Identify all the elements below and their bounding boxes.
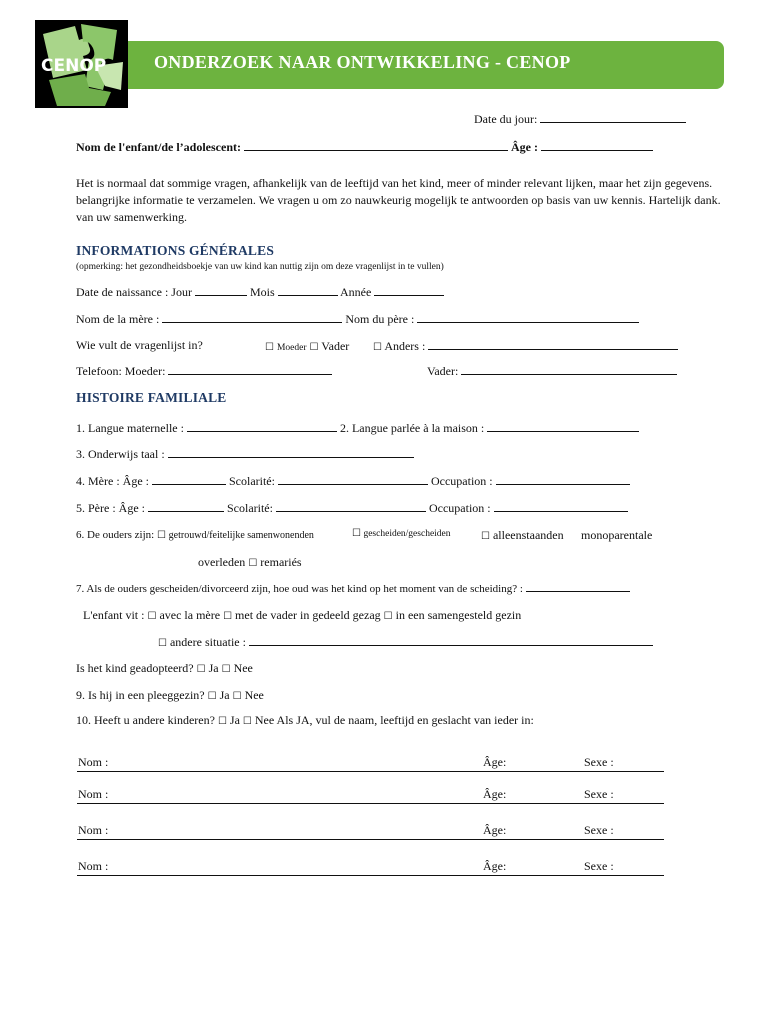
mother-name-input[interactable] [162, 312, 342, 323]
child-name-label: Nom : [78, 859, 109, 873]
checkbox-other[interactable]: ☐ [373, 342, 382, 353]
date-input[interactable] [540, 112, 686, 123]
q9-no-label: Nee [244, 688, 264, 702]
lives-with-row [83, 608, 521, 623]
q1-q2-row [76, 421, 639, 436]
other-situation-input[interactable] [249, 635, 653, 646]
q4-occupation-label: Occupation : [430, 474, 493, 488]
birth-month-label: Mois [249, 285, 275, 299]
who-fills-options [265, 339, 349, 354]
q7-label: 7. Als de ouders gescheiden/divorceerd zijn, hoe oud was het kind op het moment van de scheiding? : [76, 583, 523, 595]
checkbox-other-situation[interactable]: ☐ [158, 638, 167, 649]
option-other-label: Anders : [384, 339, 426, 353]
birth-year-input[interactable] [374, 285, 444, 296]
option-mother-label: Moeder [276, 343, 307, 353]
option-divorced-label: gescheiden/gescheiden [363, 529, 451, 539]
mother-name-label: Nom de la mère : [76, 312, 160, 326]
q9-yes-label: Ja [219, 688, 230, 702]
checkbox-remarried[interactable]: ☐ [248, 558, 258, 569]
option-married-label: getrouwd/feitelijke samenwonenden [168, 530, 314, 541]
section-general-heading: INFORMATIONS GÉNÉRALES [76, 243, 275, 258]
birth-month-input[interactable] [278, 285, 338, 296]
child-row[interactable] [77, 788, 664, 804]
checkbox-q10-no[interactable]: ☐ [242, 716, 252, 727]
child-name-label: Nom : [78, 823, 109, 837]
option-other-situation-label: andere situatie : [169, 635, 246, 649]
child-row[interactable] [77, 860, 664, 876]
child-row[interactable] [77, 756, 664, 772]
child-row-line [77, 839, 664, 840]
child-sex-label: Sexe : [584, 787, 614, 801]
q6-label: 6. De ouders zijn: [76, 529, 155, 541]
q2-label: 2. Langue parlée à la maison : [339, 421, 485, 435]
q8-yes-label: Ja [208, 661, 219, 675]
intro-paragraph: Het is normaal dat sommige vragen, afhankelijk van de leeftijd van het kind, meer of minder relevant lijken, maar het zijn gegevens. belangrijke informatie te verzamelen. We vragen u om zo nauwkeurig mogelijk te antwoorden op basis van uw kennis. Hartelijk dank. van uw samenwerking. [76, 176, 721, 224]
option-single-label: alleenstaanden [492, 528, 564, 542]
q9-row [76, 688, 264, 703]
cenop-logo [35, 20, 128, 108]
checkbox-divorced[interactable]: ☐ [352, 528, 361, 539]
q2-input[interactable] [487, 421, 639, 432]
father-name-input[interactable] [417, 312, 639, 323]
child-age-label: Âge: [483, 859, 507, 873]
birth-day-label: Date de naissance : Jour [76, 285, 192, 299]
birth-year-label: Année [340, 285, 372, 299]
logo-text: CENOP [41, 56, 107, 76]
q10-row [76, 713, 534, 728]
q5-age-input[interactable] [148, 501, 224, 512]
option-deceased-label: overleden [198, 555, 246, 569]
checkbox-single[interactable]: ☐ [481, 531, 490, 542]
checkbox-father[interactable]: ☐ [309, 342, 319, 353]
option-father-label: Vader [321, 339, 350, 353]
q5-occupation-label: Occupation : [428, 501, 491, 515]
q6-divorced [352, 528, 451, 539]
option-monoparental-label[interactable]: monoparentale [581, 528, 653, 542]
phone-mother-row [76, 364, 332, 379]
q10-yes-label: Ja [229, 713, 240, 727]
q10-instruction: Als JA, vul de naam, leeftijd en geslacht van ieder in: [276, 713, 534, 727]
q8-label: Is het kind geadopteerd? [76, 661, 194, 675]
child-name-input[interactable] [244, 140, 508, 151]
q1-input[interactable] [187, 421, 337, 432]
q5-row [76, 501, 628, 516]
option-with-mother-label: avec la mère [159, 608, 221, 622]
checkbox-q8-no[interactable]: ☐ [221, 664, 231, 675]
phone-father-label: Vader: [427, 364, 459, 378]
section-family-heading: HISTOIRE FAMILIALE [76, 390, 227, 405]
checkbox-mother[interactable]: ☐ [265, 342, 274, 353]
q4-age-input[interactable] [152, 474, 226, 485]
phone-mother-input[interactable] [168, 364, 332, 375]
child-name-label: Nom : [78, 755, 109, 769]
q10-no-label: Nee [254, 713, 275, 727]
q5-schooling-label: Scolarité: [226, 501, 273, 515]
date-label: Date du jour: [474, 112, 538, 126]
q8-row [76, 661, 253, 676]
checkbox-q8-yes[interactable]: ☐ [196, 664, 206, 675]
child-age-label: Âge: [483, 755, 507, 769]
child-sex-label: Sexe : [584, 859, 614, 873]
q7-input[interactable] [526, 581, 630, 592]
checkbox-with-mother[interactable]: ☐ [147, 611, 157, 622]
father-name-label: Nom du père : [345, 312, 415, 326]
q6-row-2 [198, 555, 302, 570]
q1-label: 1. Langue maternelle : [76, 421, 184, 435]
child-sex-label: Sexe : [584, 755, 614, 769]
checkbox-married[interactable]: ☐ [156, 530, 166, 541]
other-filler-input[interactable] [428, 339, 678, 350]
q5-label: 5. Père : Âge : [76, 501, 145, 515]
child-row-line [77, 771, 664, 772]
q3-label: 3. Onderwijs taal : [76, 447, 165, 461]
option-remarried-label: remariés [260, 555, 302, 569]
lives-with-label: L'enfant vit : [83, 608, 145, 622]
section-general-note: (opmerking: het gezondheidsboekje van uw kind kan nuttig zijn om deze vragenlijst in te vullen) [76, 262, 444, 272]
q5-schooling-input[interactable] [276, 501, 426, 512]
q3-input[interactable] [168, 447, 414, 458]
child-row-line [77, 875, 664, 876]
page-title: ONDERZOEK NAAR ONTWIKKELING - CENOP [154, 52, 571, 72]
header-banner [128, 41, 724, 89]
checkbox-with-father[interactable]: ☐ [223, 611, 233, 622]
option-with-father-label: met de vader in gedeeld gezag [235, 608, 381, 622]
q5-occupation-input[interactable] [494, 501, 628, 512]
child-age-label: Âge: [483, 823, 507, 837]
q10-label: 10. Heeft u andere kinderen? [76, 713, 215, 727]
phone-father-input[interactable] [461, 364, 677, 375]
checkbox-q10-yes[interactable]: ☐ [217, 716, 227, 727]
q8-no-label: Nee [233, 661, 253, 675]
q7-row [76, 581, 630, 595]
phone-mother-label: Telefoon: Moeder: [76, 364, 166, 378]
other-situation-row [158, 635, 653, 650]
q4-schooling-input[interactable] [278, 474, 428, 485]
parents-name-row [76, 312, 639, 327]
age-label: Âge : [510, 140, 538, 154]
who-fills-other [373, 339, 678, 354]
birth-day-input[interactable] [195, 285, 247, 296]
child-name-label: Nom : [78, 787, 109, 801]
age-input[interactable] [541, 140, 653, 151]
child-sex-label: Sexe : [584, 823, 614, 837]
child-name-field [76, 140, 653, 155]
child-row-line [77, 803, 664, 804]
q4-occupation-input[interactable] [496, 474, 630, 485]
child-name-label: Nom de l'enfant/de l’adolescent: [76, 140, 241, 154]
q4-schooling-label: Scolarité: [228, 474, 275, 488]
checkbox-q9-yes[interactable]: ☐ [207, 691, 217, 702]
checkbox-blended-family[interactable]: ☐ [383, 611, 393, 622]
who-fills-label: Wie vult de vragenlijst in? [76, 338, 203, 352]
q6-row [76, 529, 314, 541]
birth-date-row [76, 285, 444, 300]
phone-father-row [427, 364, 677, 379]
q4-label: 4. Mère : Âge : [76, 474, 149, 488]
child-age-label: Âge: [483, 787, 507, 801]
child-row[interactable] [77, 824, 664, 840]
q9-label: 9. Is hij in een pleeggezin? [76, 688, 205, 702]
q4-row [76, 474, 630, 489]
date-field [474, 112, 686, 127]
option-blended-family-label: in een samengesteld gezin [395, 608, 522, 622]
checkbox-q9-no[interactable]: ☐ [232, 691, 242, 702]
q3-row [76, 447, 414, 462]
q6-single [481, 528, 564, 543]
